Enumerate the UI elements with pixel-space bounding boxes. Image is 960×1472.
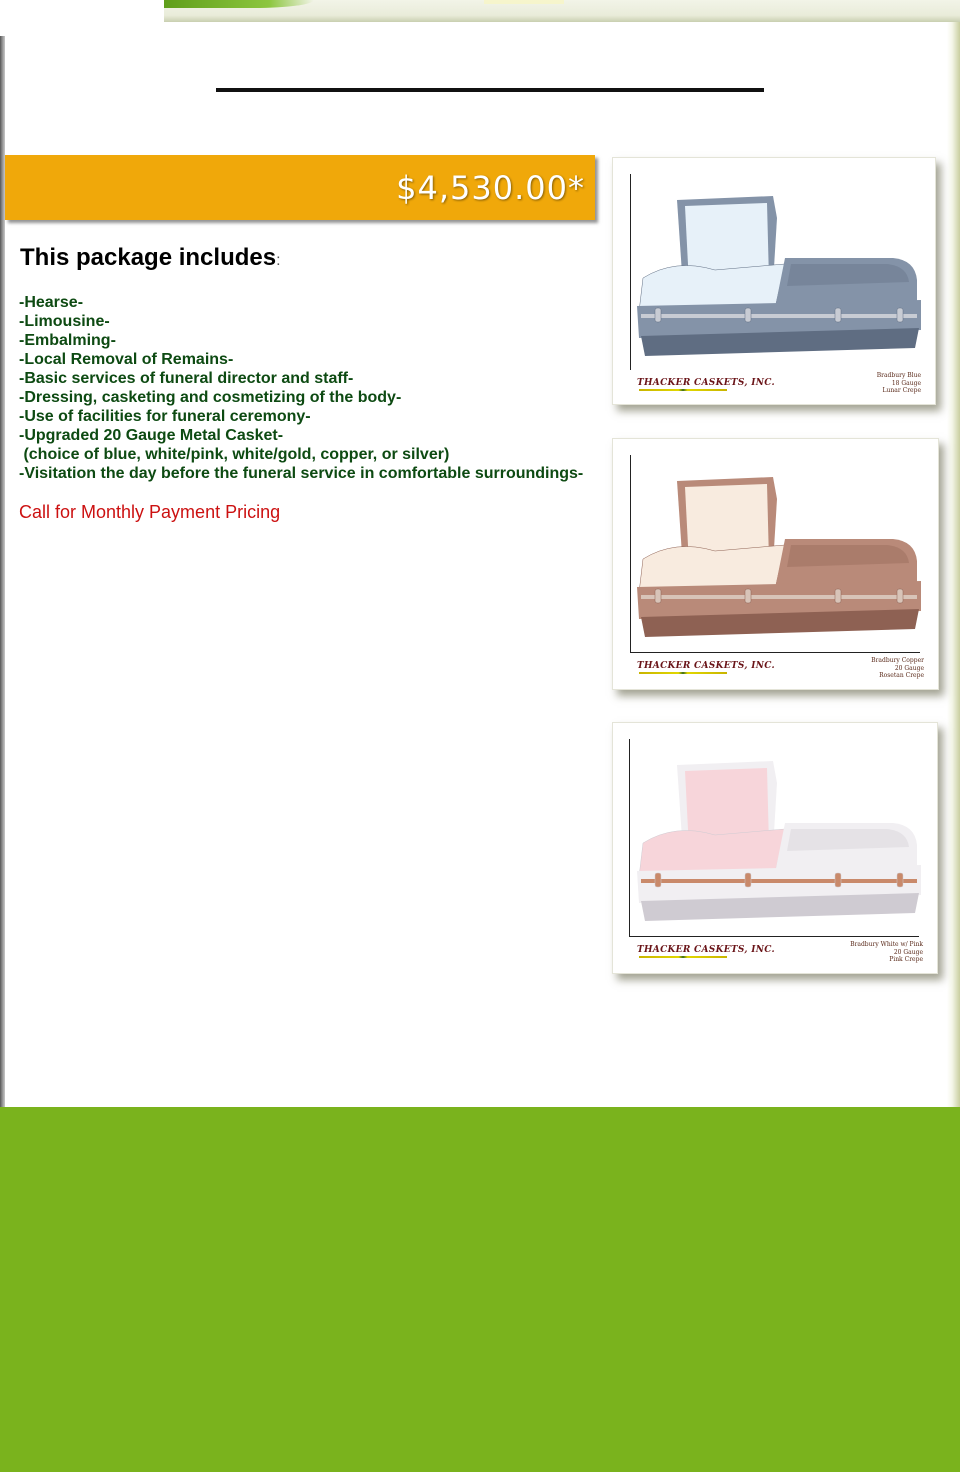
casket-caption xyxy=(850,941,923,964)
package-item: -Local Removal of Remains- xyxy=(19,351,234,368)
casket-handle xyxy=(897,589,903,603)
casket-handle xyxy=(655,308,661,322)
casket-caption xyxy=(871,657,924,680)
casket-card-white-pink[interactable] xyxy=(612,722,938,974)
casket-image-copper xyxy=(635,469,925,649)
casket-handle xyxy=(655,873,661,887)
casket-caption-line: Bradbury White w/ Pink xyxy=(850,941,923,948)
casket-brand: THACKER CASKETS, INC. xyxy=(637,378,775,388)
brand-rule xyxy=(639,672,727,674)
casket-handle xyxy=(745,308,751,322)
package-item: (choice of blue, white/pink, white/gold, copper, or silver) xyxy=(19,446,450,463)
casket-handle xyxy=(655,589,661,603)
package-item: -Visitation the day before the funeral service in comfortable surroundings- xyxy=(19,465,584,482)
card-frame-line xyxy=(629,739,630,937)
price-banner xyxy=(5,155,595,220)
brand-rule xyxy=(639,956,727,958)
package-item: -Dressing, casketing and cosmetizing of the body- xyxy=(19,389,402,406)
casket-handle xyxy=(835,308,841,322)
casket-caption-line: Rosetan Crepe xyxy=(879,672,924,679)
package-heading-colon: : xyxy=(276,252,281,269)
casket-handle xyxy=(835,589,841,603)
casket-card-copper[interactable] xyxy=(612,438,939,690)
card-frame-line xyxy=(630,174,631,370)
header-grass-graphic xyxy=(164,0,314,8)
casket-handle xyxy=(897,308,903,322)
package-heading-text: This package includes xyxy=(20,244,277,271)
casket-image-blue xyxy=(635,188,925,368)
casket-caption-line: Lunar Crepe xyxy=(882,387,921,394)
footer-area xyxy=(0,1107,960,1472)
content-right-shadow xyxy=(947,22,960,1107)
casket-caption-line: Pink Crepe xyxy=(889,956,923,963)
card-frame-line xyxy=(630,652,920,653)
casket-handle-bar xyxy=(641,314,917,318)
casket-handle-bar xyxy=(641,879,917,883)
brand-rule xyxy=(639,389,727,391)
casket-caption xyxy=(877,372,921,395)
package-price: $4,530.00* xyxy=(396,169,585,207)
casket-image-white-pink xyxy=(635,753,925,933)
casket-caption-line: Bradbury Blue xyxy=(876,372,921,379)
package-item: -Embalming- xyxy=(19,332,116,349)
casket-caption-line: 18 Gauge xyxy=(891,379,921,387)
casket-caption-line: 20 Gauge xyxy=(894,664,924,672)
package-item: -Use of facilities for funeral ceremony- xyxy=(19,408,311,425)
monthly-payment-callout: Call for Monthly Payment Pricing xyxy=(19,502,281,522)
casket-brand: THACKER CASKETS, INC. xyxy=(637,945,775,955)
casket-caption-line: Bradbury Copper xyxy=(871,657,924,664)
title-divider xyxy=(216,88,764,92)
package-heading xyxy=(20,244,281,272)
casket-handle xyxy=(897,873,903,887)
casket-handle-bar xyxy=(641,595,917,599)
casket-caption-line: 20 Gauge xyxy=(893,948,923,956)
casket-handle xyxy=(835,873,841,887)
package-items-list xyxy=(19,293,583,483)
casket-card-blue[interactable] xyxy=(612,157,936,405)
package-item: -Hearse- xyxy=(19,294,84,311)
package-item: -Basic services of funeral director and staff- xyxy=(19,370,354,387)
header-banner xyxy=(164,0,960,23)
card-frame-line xyxy=(630,455,631,653)
casket-brand: THACKER CASKETS, INC. xyxy=(637,661,775,671)
casket-handle xyxy=(745,589,751,603)
casket-handle xyxy=(745,873,751,887)
package-item: -Upgraded 20 Gauge Metal Casket- xyxy=(19,427,284,444)
package-item: -Limousine- xyxy=(19,313,110,330)
card-frame-line xyxy=(629,936,919,937)
header-glow-graphic xyxy=(484,0,564,4)
